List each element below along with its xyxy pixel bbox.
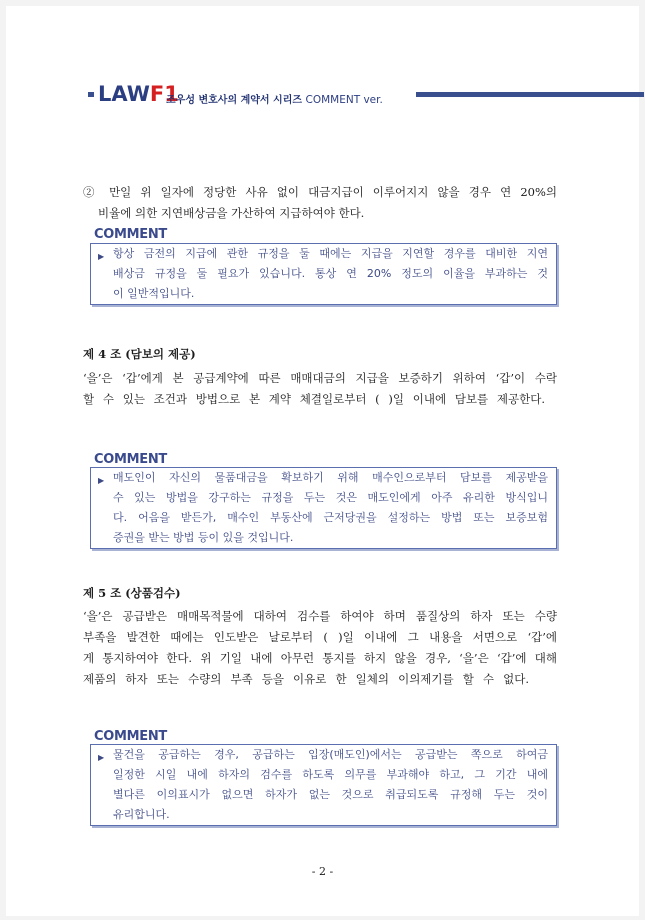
comment-box-3 <box>90 744 557 826</box>
comment-line: 수 있는 방법을 강구하는 규정을 두는 것은 매도인에게 아주 유리한 방식입니 <box>113 491 548 504</box>
comment-line: 이 일반적입니다. <box>113 287 195 300</box>
comment-line: 유리합니다. <box>113 808 170 821</box>
series-version: COMMENT ver. <box>305 94 383 106</box>
comment-1-text <box>113 244 548 304</box>
triangle-bullet-icon: ▶ <box>98 476 105 485</box>
header-rule-left <box>88 92 94 97</box>
article-5-line-1: ‘을’은 공급받은 매매목적물에 대하여 검수를 하여야 하며 품질상의 하자 또는 수량 <box>83 609 557 623</box>
page-number: - 2 - <box>311 865 334 878</box>
comment-line: 별다른 이의표시가 없으면 하자가 없는 것으로 취급되도록 규정해 두는 것이 <box>113 788 548 801</box>
series-title-text: 조우성 변호사의 계약서 시리즈 <box>166 95 303 106</box>
triangle-bullet-icon: ▶ <box>98 753 105 762</box>
clause-3-2-line-2: 비율에 의한 지연배상금을 가산하여 지급하여야 한다. <box>98 206 365 220</box>
comment-label: COMMENT <box>94 452 167 467</box>
logo-law: LAW <box>98 82 150 106</box>
comment-line: 다. 어음을 받든가, 매수인 부동산에 근저당권을 설정하는 방법 또는 보증보험 <box>113 511 548 524</box>
header-rule-right <box>416 92 644 97</box>
series-title <box>166 91 383 106</box>
article-4-heading: 제 4 조 (담보의 제공) <box>83 347 196 361</box>
triangle-bullet-icon: ▶ <box>98 252 105 261</box>
comment-line: 물건을 공급하는 경우, 공급하는 입장(매도인)에서는 공급받는 쪽으로 하여금 <box>113 748 548 761</box>
comment-line: 증권을 받는 방법 등이 있을 것입니다. <box>113 531 294 544</box>
comment-label: COMMENT <box>94 227 167 242</box>
comment-3-text <box>113 745 548 825</box>
comment-2-text <box>113 468 548 548</box>
article-4-line-2: 할 수 있는 조건과 방법으로 본 계약 체결일로부터 ( )일 이내에 담보를 제공한다. <box>83 392 545 406</box>
comment-box-1 <box>90 243 557 305</box>
article-4-line-1: ‘을’은 ‘갑’에게 본 공급계약에 따른 매매대금의 지급을 보증하기 위하여 ‘갑’이 수락 <box>83 371 557 385</box>
logo-f1: F1 <box>149 82 179 106</box>
article-5-line-3: 게 통지하여야 한다. 위 기일 내에 아무런 통지를 하지 않을 경우, ‘을’은 ‘갑’에 대해 <box>83 651 557 665</box>
clause-3-2-line-1: ② 만일 위 일자에 정당한 사유 없이 대금지급이 이루어지지 않을 경우 연 20%의 <box>83 185 557 199</box>
comment-box-2 <box>90 467 557 549</box>
comment-line: 항상 금전의 지급에 관한 규정을 둘 때에는 지급을 지연할 경우를 대비한 지연 <box>113 247 548 260</box>
comment-line: 매도인이 자신의 물품대금을 확보하기 위해 매수인으로부터 담보를 제공받을 <box>113 471 548 484</box>
article-5-heading: 제 5 조 (상품검수) <box>83 586 181 600</box>
comment-line: 일정한 시일 내에 하자의 검수를 하도록 의무를 부과해야 하고, 그 기간 내에 <box>113 768 548 781</box>
article-5-line-4: 제품의 하자 또는 수량의 부족 등을 이유로 한 일체의 이의제기를 할 수 없다. <box>83 672 529 686</box>
document-page <box>6 6 639 916</box>
comment-line: 배상금 규정을 둘 필요가 있습니다. 통상 연 20% 정도의 이율을 부과하는 것 <box>113 267 548 280</box>
article-5-line-2: 부족을 발견한 때에는 인도받은 날로부터 ( )일 이내에 그 내용을 서면으로 ‘갑’에 <box>83 630 557 644</box>
comment-label: COMMENT <box>94 729 167 744</box>
